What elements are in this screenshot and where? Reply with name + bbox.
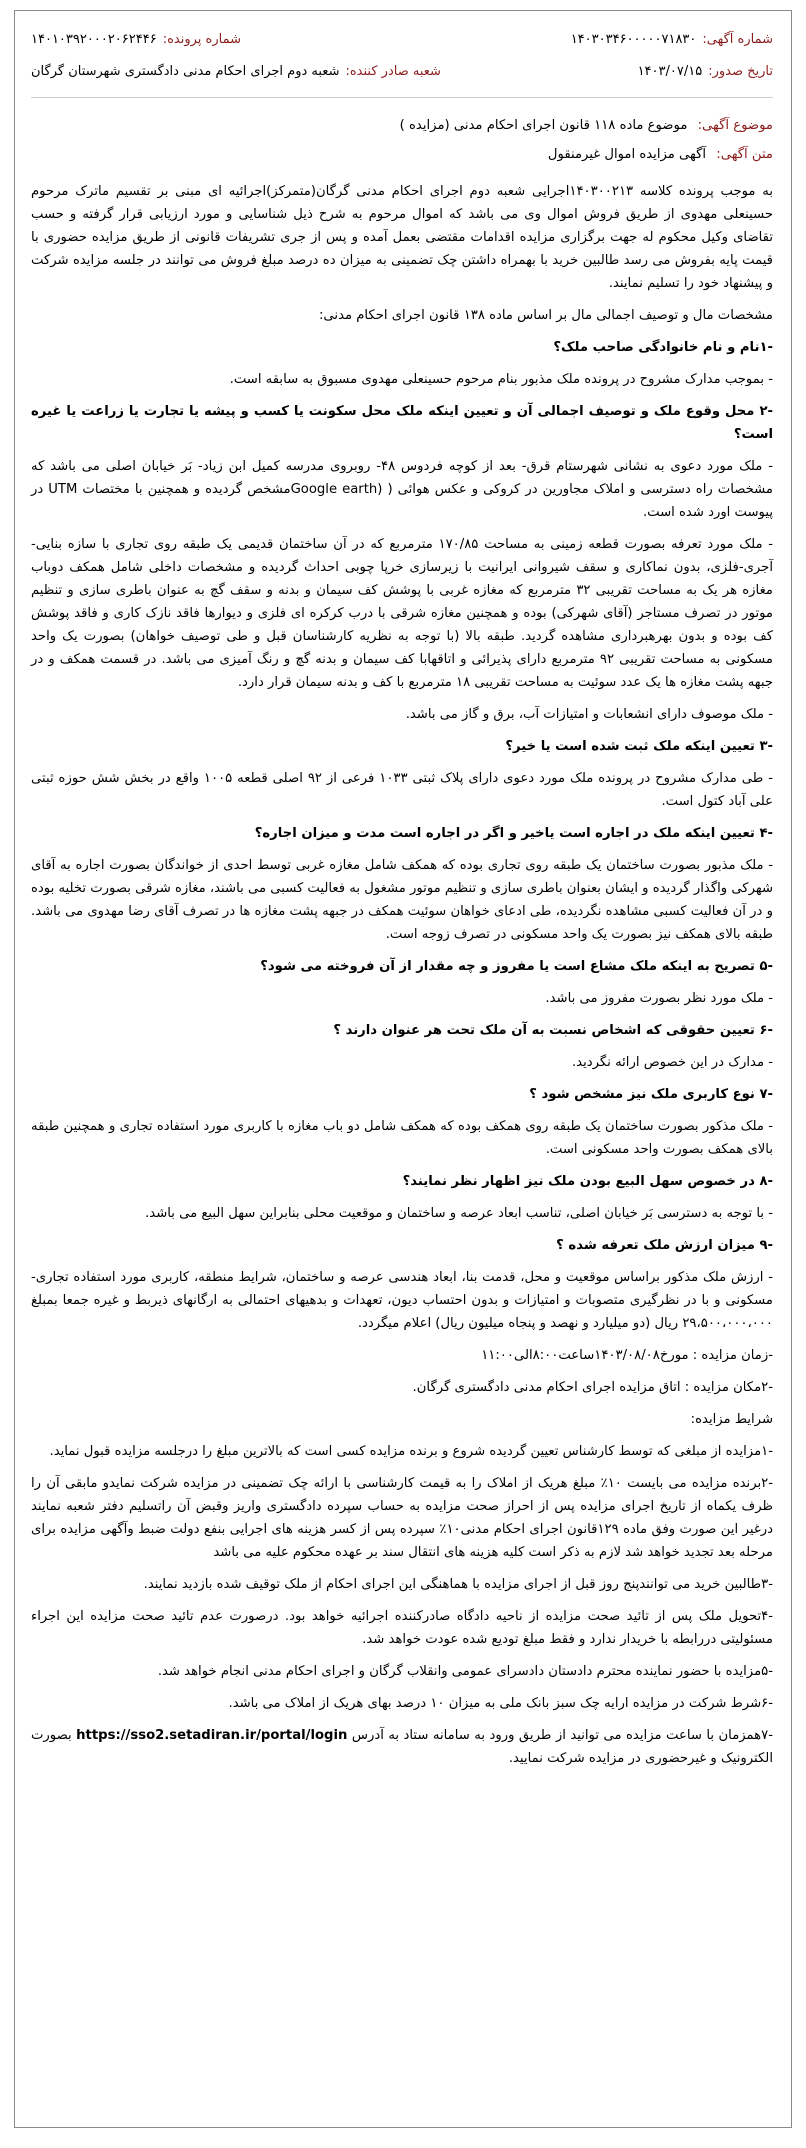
case-number: شماره پرونده: ۱۴۰۱۰۳۹۲۰۰۰۲۰۶۲۴۴۶ — [31, 31, 241, 47]
body-paragraph: - بموجب مدارک مشروح در پرونده ملک مذبور بنام مرحوم حسینعلی مهدوی مسبوق به سابقه است. — [229, 372, 773, 387]
body-paragraph: به موجب پرونده کلاسه ۱۴۰۳۰۰۲۱۳اجرایی شعبه دوم اجرای احکام مدنی گرگان(متمرکز)اجرائیه ای مبنی بر تقسیم ماترک مرحوم حسینعلی مهدوی از طریق فروش اموال وی می باشد که اموال مرحوم به شرح ذیل شناسایی و مورد ارزیابی قرار گرفته و حسب تقاضای وکیل محکوم له جهت برگزاری مزایده اقدامات مقتضی بعمل آمده و پس از جری تشریفات قانونی از طریق مزایده حضوری با قیمت پایه بفروش می رسد طالبین خرید با بهمراه داشتن چک تضمینی به میزان ده درصد مبلغ فروش می توانند در جلسه مزایده شرکت و پیشنهاد خود را تسلیم نمایند. — [31, 184, 773, 291]
question-paragraph: -۵ تصریح به اینکه ملک مشاع است یا مفروز و چه مقدار از آن فروخته می شود؟ — [260, 959, 773, 974]
ad-number-value: ۱۴۰۳۰۳۴۶۰۰۰۰۰۷۱۸۳۰ — [570, 31, 697, 47]
notice-subject: موضوع آگهی: موضوع ماده ۱۱۸ قانون اجرای احکام مدنی (مزایده ) — [399, 118, 773, 133]
question-paragraph: -۱نام و نام خانوادگی صاحب ملک؟ — [553, 340, 773, 355]
body-paragraph: - ملک مورد دعوی به نشانی شهرستام قرق- بعد از کوچه فردوس ۴۸- روبروی مدرسه کمیل ابن زیاد- بَر خیابان اصلی می باشد که مشخصات راه دسترسی و املاک مجاورین در کروکی و عکس هوائی ( (Google earthمشخص گردیده و همچنین با مختصات UTM در پیوست اورد شده است. — [31, 459, 773, 520]
question-paragraph: -۶ تعیین حقوقی که اشخاص نسبت به آن ملک تحت هر عنوان دارند ؟ — [333, 1023, 773, 1038]
body-paragraph: -۲مکان مزایده : اتاق مزایده اجرای احکام مدنی دادگستری گرگان. — [412, 1380, 773, 1395]
body-paragraph: -۲برنده مزایده می بایست ۱۰٪ مبلغ هریک از املاک را به قیمت کارشناسی با ارائه چک تضمینی در مزایده شرکت نمایدو مابقی آن را ظرف یکماه از تاریخ اجرای مزایده پس از احراز صحت مزایده به حساب سپرده دادگستری واریز وقبض آن راتسلیم دفتر شعبه نمایند درغیر این صورت وفق ماده ۱۲۹قانون اجرای احکام مدنی۱۰٪ سپرده پس از کسر هزینه های اجرایی بنفع دولت ضبط وآگهی مزایده برای مرحله بعد تجدید خواهد شد لازم به ذکر است کلیه هزینه های انتقال سند بر عهده محکوم علیه می باشد — [31, 1476, 773, 1560]
body-paragraph: - ملک موصوف دارای انشعابات و امتیازات آب، برق و گاز می باشد. — [405, 707, 773, 722]
body-paragraph: -۳طالبین خرید می توانندپنج روز قبل از اجرای مزایده با هماهنگی این اجرای احکام از ملک توقیف شده بازدید نمایند. — [143, 1577, 773, 1592]
question-paragraph: -۲ محل وقوع ملک و توصیف اجمالی آن و تعیین اینکه ملک محل سکونت یا کسب و پیشه یا تجارت یا زراعت یا غیره است؟ — [31, 404, 773, 442]
setad-portal-link[interactable]: https://sso2.setadiran.ir/portal/login — [76, 1728, 348, 1743]
body-paragraph: - ملک مورد تعرفه بصورت قطعه زمینی به مساحت ۱۷۰/۸۵ مترمربع که در آن ساختمان قدیمی یک طبقه روی تجاری با سازه بنایی-آجری-فلزی، بدون نماکاری و سقف شیروانی ایرانیت با زیرسازی خرپا چوبی احداث گردیده و مشخصات داخلی شامل همکف دوباب مغازه هر یک به مساحت تقریبی ۳۲ مترمربع که مغازه غربی با پوشش کف سیمان و بدنه و سقف گچ به عنوان باطری سازی و تنظیم موتور در تصرف مستاجر (آقای شهرکی) بوده و همچنین مغازه شرقی با درب کرکره ای فلزی و دیوارها فاقد نازک کاری و فاقد پوشش کف بوده و بدون بهرهبرداری مشاهده گردید. طبقه بالا (با توجه به نظریه کارشناسان قبل و طی توصیف خواهان) بصورت یک واحد مسکونی به مساحت تقریبی ۹۲ مترمربع دارای پذیرائی و اتاقهابا کف سیمان و بدنه گچ و رنگ آمیزی می باشد. در قسمت همکف و در جبهه پشت مغازه ها یک عدد سوئیت به مساحت تقریبی ۱۸ مترمربع با کف و بدنه سیمان قرار دارد. — [31, 537, 773, 690]
case-number-value: ۱۴۰۱۰۳۹۲۰۰۰۲۰۶۲۴۴۶ — [31, 31, 157, 47]
notice-header — [31, 23, 773, 98]
body-paragraph: مشخصات مال و توصیف اجمالی مال بر اساس ماده ۱۳۸ قانون اجرای احکام مدنی: — [318, 308, 773, 323]
notice-text-title: متن آگهی: آگهی مزایده اموال غیرمنقول — [547, 147, 773, 162]
issuing-branch-value: شعبه دوم اجرای احکام مدنی دادگستری شهرستان گرگان — [31, 63, 340, 79]
body-paragraph: - مدارک در این خصوص ارائه نگردید. — [571, 1055, 773, 1070]
question-paragraph: -۷ نوع کاربری ملک نیز مشخص شود ؟ — [529, 1087, 773, 1102]
body-paragraph: -۱مزایده از مبلغی که توسط کارشناس تعیین گردیده شروع و برنده مزایده کسی است که بالاترین مبلغ را درجلسه مزایده قبول نماید. — [49, 1444, 773, 1459]
body-paragraph: - ملک مذبور بصورت ساختمان یک طبقه روی تجاری بوده که همکف شامل مغازه غربی توسط احدی از خواندگان بصورت اجاره به آقای شهرکی واگذار گردیده و ایشان بعنوان باطری سازی و تنظیم موتور مشغول به فعالیت کسبی می باشند، مغازه شرقی بصورت تخلیه بوده و در آن فعالیت کسبی مشاهده نگردیده، طی ادعای خواهان سوئیت همکف در جبهه پشت مغازه ها در تصرف آقای رضا مهدوی می باشد. طبقه بالای همکف نیز بصورت یک واحد مسکونی در تصرف زوجه است. — [31, 858, 773, 942]
question-paragraph: -۹ میزان ارزش ملک تعرفه شده ؟ — [556, 1238, 773, 1253]
question-paragraph: -۴ تعیین اینکه ملک در اجاره است یاخیر و اگر در اجاره است مدت و میزان اجاره؟ — [254, 826, 773, 841]
body-paragraph: - طی مدارک مشروح در پرونده ملک مورد دعوی دارای پلاک ثبتی ۱۰۳۳ فرعی از ۹۲ اصلی قطعه ۱۰۰۵ واقع در بخش شش حوزه ثبتی علی آباد کتول است. — [31, 771, 773, 809]
body-paragraph: - ملک مورد نظر بصورت مفروز می باشد. — [545, 991, 773, 1006]
body-paragraph: -زمان مزایده : مورخ۱۴۰۳/۰۸/۰۸ساعت۸:۰۰الی۱۱:۰۰ — [481, 1348, 773, 1363]
issuing-branch: شعبه صادر کننده: شعبه دوم اجرای احکام مدنی دادگستری شهرستان گرگان — [31, 63, 441, 79]
notice-body — [31, 180, 773, 1715]
body-paragraph: -۶شرط شرکت در مزایده ارایه چک سبز بانک ملی به میزان ۱۰ درصد بهای هریک از املاک می باشد. — [228, 1696, 773, 1711]
issue-date: تاریخ صدور: ۱۴۰۳/۰۷/۱۵ — [637, 63, 773, 79]
body-paragraph: -۵مزایده با حضور نماینده محترم دادستان دادسرای عمومی وانقلاب گرگان و اجرای احکام مدنی انجام خواهد شد. — [157, 1664, 773, 1679]
ad-number: شماره آگهی: ۱۴۰۳۰۳۴۶۰۰۰۰۰۷۱۸۳۰ — [570, 31, 773, 47]
body-paragraph: - ارزش ملک مذکور براساس موقعیت و محل، قدمت بنا، ابعاد هندسی عرصه و ساختمان، شرایط منطقه، کاربری مورد استفاده تجاری-مسکونی و با در نظرگیری متصوبات و امتیازات و بدون احتساب دیون، تعهدات و بدهیهای احتمالی به ارگانهای ذیربط و غیره جمعا بمبلغ ۲۹،۵۰۰،۰۰۰،۰۰۰ ریال (دو میلیارد و نهصد و پنجاه میلیون ریال) اعلام میگردد. — [31, 1270, 773, 1331]
auction-notice — [14, 10, 792, 2128]
body-paragraph: -۴تحویل ملک پس از تائید صحت مزایده از ناحیه دادگاه صادرکننده اجرائیه خواهد بود. درصورت عدم تائید صحت مزایده این اجراء مسئولیتی دررابطه با خریدار ندارد و فقط مبلغ تودیع شده عودت خواهد شد. — [31, 1609, 773, 1647]
final-paragraph: -۷همزمان با ساعت مزایده می توانید از طریق ورود به سامانه ستاد به آدرس https://sso2.setadiran.ir/portal/login بصورت الکترونیک و غیرحضوری در مزایده شرکت نمایید. — [31, 1728, 773, 1766]
notice-subject-block — [31, 98, 773, 180]
body-paragraph: - ملک مذکور بصورت ساختمان یک طبقه روی همکف بوده که همکف شامل دو باب مغازه با کاربری مورد استفاده تجاری و همچنین طبقه بالای همکف بصورت واحد مسکونی است. — [31, 1119, 773, 1157]
question-paragraph: -۸ در خصوص سهل البیع بودن ملک نیز اظهار نظر نمایند؟ — [402, 1174, 773, 1189]
body-paragraph: - با توجه به دسترسی بَر خیابان اصلی، تناسب ابعاد عرصه و ساختمان و موقعیت محلی بنابراین سهل البیع می باشد. — [145, 1206, 773, 1221]
issue-date-value: ۱۴۰۳/۰۷/۱۵ — [637, 63, 703, 79]
question-paragraph: -۳ تعیین اینکه ملک ثبت شده است یا خیر؟ — [505, 739, 773, 754]
body-paragraph: شرایط مزایده: — [690, 1412, 773, 1427]
